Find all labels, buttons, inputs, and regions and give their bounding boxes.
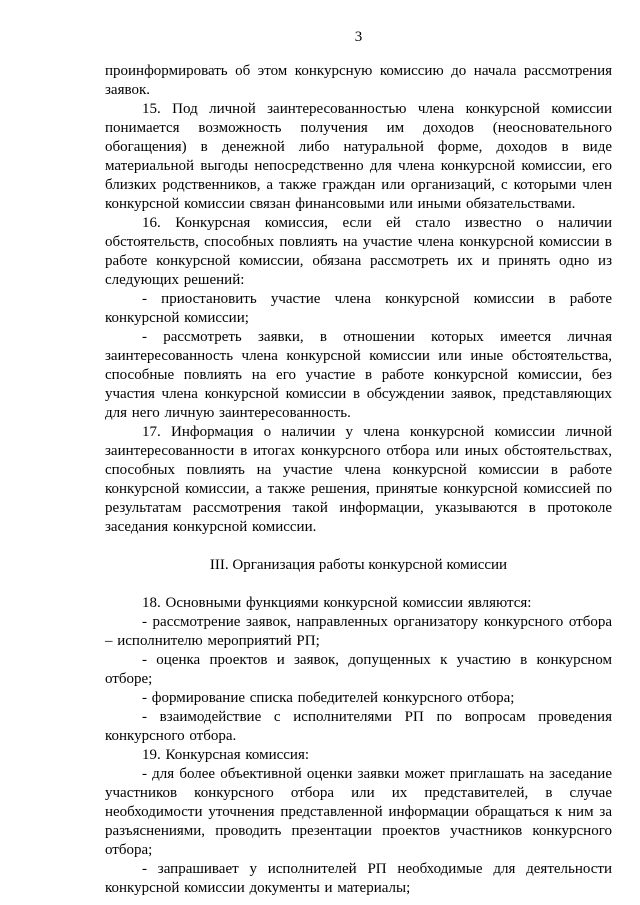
section-heading: III. Организация работы конкурсной комиссии (209, 557, 508, 573)
list-item: - взаимодействие с исполнителями РП по вопросам проведения конкурсного отбора. (105, 709, 612, 744)
paragraph-16: 16. Конкурсная комиссия, если ей стало известно о наличии обстоятельств, способных повлиять на участие члена конкурсной комиссии в работе конкурсной комиссии, обязана рассмотреть их и принять одно из следующих решений: (105, 215, 612, 288)
page-number: 3 (354, 29, 363, 45)
list-item: - для более объективной оценки заявки может приглашать на заседание участников конкурсного отбора или их представителей, в случае необходимости уточнения представленной информации обращаться к ним за разъяснениями, проводить презентации проектов участников конкурсного отбора; (105, 766, 612, 858)
list-item: - запрашивает у исполнителей РП необходимые для деятельности конкурсной комиссии документы и материалы; (105, 861, 612, 896)
paragraph-19: 19. Конкурсная комиссия: (142, 747, 310, 763)
list-item: - оценка проектов и заявок, допущенных к участию в конкурсном отборе; (105, 652, 612, 687)
list-item: - рассмотреть заявки, в отношении которых имеется личная заинтересованность члена конкурсной комиссии или иные обстоятельства, способные повлиять на его участие в работе конкурсной комиссии, без участия члена конкурсной комиссии в обсуждении заявок, представляющих для него личную заинтересованность. (105, 329, 612, 421)
list-item: - рассмотрение заявок, направленных организатору конкурсного отбора – исполнителю мероприятий РП; (105, 614, 612, 649)
list-item: - формирование списка победителей конкурсного отбора; (142, 690, 515, 706)
paragraph: проинформировать об этом конкурсную комиссию до начала рассмотрения заявок. (105, 63, 612, 98)
list-item: - приостановить участие члена конкурсной комиссии в работе конкурсной комиссии; (105, 291, 612, 326)
document-body (105, 62, 612, 898)
paragraph-15: 15. Под личной заинтересованностью члена конкурсной комиссии понимается возможность получения им доходов (неосновательного обогащения) в денежной либо натуральной форме, доходов в виде материальной выгоды непосредственно для члена конкурсной комиссии, его близких родственников, а также граждан или организаций, с которыми член конкурсной комиссии связан финансовыми или иными обязательствами. (105, 101, 612, 212)
paragraph-17: 17. Информация о наличии у члена конкурсной комиссии личной заинтересованности в итогах конкурсного отбора или иных обстоятельствах, способных повлиять на участие члена конкурсной комиссии в работе конкурсной комиссии, а также решения, принятые конкурсной комиссией по результатам рассмотрения такой информации, указываются в протоколе заседания конкурсной комиссии. (105, 424, 612, 535)
paragraph-18: 18. Основными функциями конкурсной комиссии являются: (142, 595, 532, 611)
